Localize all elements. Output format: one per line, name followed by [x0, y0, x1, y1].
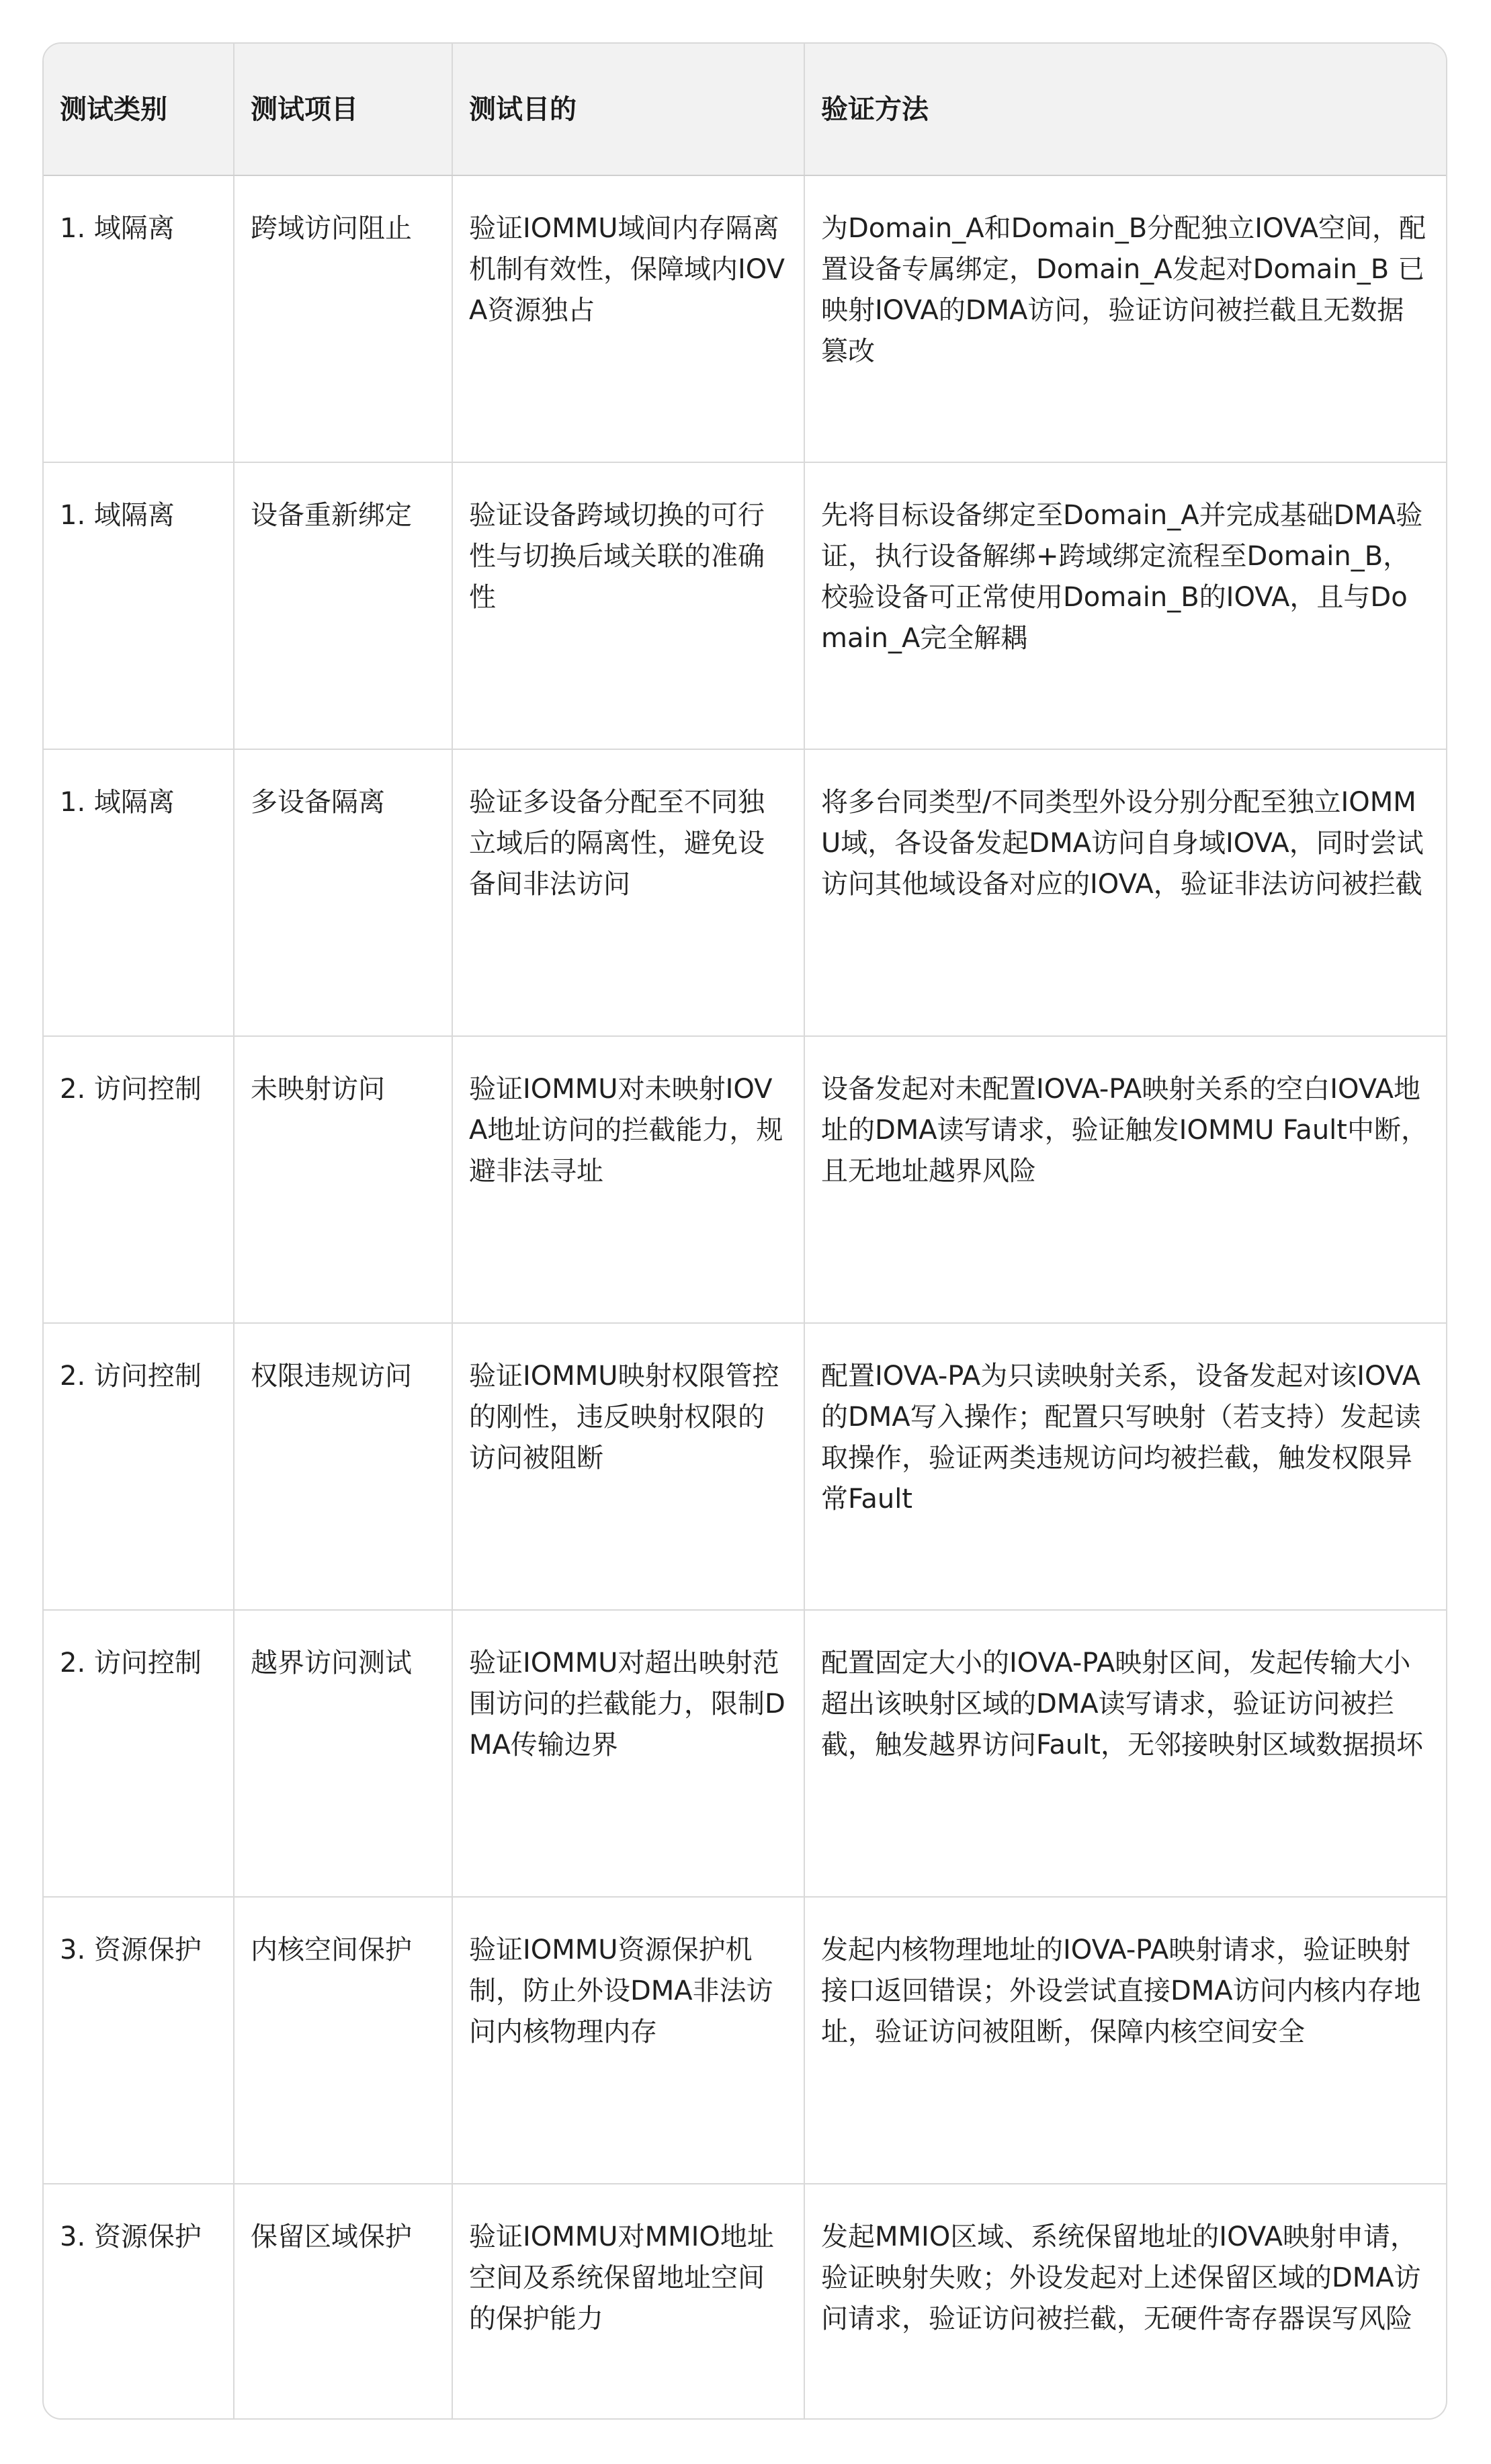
header-purpose: 测试目的 — [452, 44, 804, 175]
cell-category: 2. 访问控制 — [44, 1323, 234, 1610]
cell-item: 越界访问测试 — [234, 1610, 452, 1897]
test-table-container — [42, 42, 1447, 2420]
cell-category: 3. 资源保护 — [44, 1897, 234, 2184]
cell-category: 3. 资源保护 — [44, 2184, 234, 2420]
cell-purpose: 验证IOMMU对MMIO地址空间及系统保留地址空间的保护能力 — [452, 2184, 804, 2420]
cell-purpose: 验证IOMMU资源保护机制，防止外设DMA非法访问内核物理内存 — [452, 1897, 804, 2184]
header-item: 测试项目 — [234, 44, 452, 175]
cell-purpose: 验证IOMMU对超出映射范围访问的拦截能力，限制DMA传输边界 — [452, 1610, 804, 1897]
cell-item: 跨域访问阻止 — [234, 175, 452, 462]
cell-item: 内核空间保护 — [234, 1897, 452, 2184]
table-row — [44, 749, 1446, 1036]
cell-item: 设备重新绑定 — [234, 462, 452, 749]
cell-method: 配置IOVA-PA为只读映射关系，设备发起对该IOVA的DMA写入操作；配置只写映射（若支持）发起读取操作，验证两类违规访问均被拦截，触发权限异常Fault — [804, 1323, 1446, 1610]
table-row — [44, 1897, 1446, 2184]
cell-category: 1. 域隔离 — [44, 462, 234, 749]
cell-purpose: 验证IOMMU域间内存隔离机制有效性，保障域内IOVA资源独占 — [452, 175, 804, 462]
table-row — [44, 2184, 1446, 2420]
header-row — [44, 44, 1446, 175]
table-row — [44, 462, 1446, 749]
cell-purpose: 验证IOMMU映射权限管控的刚性，违反映射权限的访问被阻断 — [452, 1323, 804, 1610]
table-row — [44, 1036, 1446, 1323]
cell-method: 配置固定大小的IOVA-PA映射区间，发起传输大小超出该映射区域的DMA读写请求，验证访问被拦截，触发越界访问Fault，无邻接映射区域数据损坏 — [804, 1610, 1446, 1897]
cell-purpose: 验证设备跨域切换的可行性与切换后域关联的准确性 — [452, 462, 804, 749]
cell-purpose: 验证多设备分配至不同独立域后的隔离性，避免设备间非法访问 — [452, 749, 804, 1036]
cell-method: 先将目标设备绑定至Domain_A并完成基础DMA验证，执行设备解绑+跨域绑定流程至Domain_B，校验设备可正常使用Domain_B的IOVA，且与Domain_A完全解耦 — [804, 462, 1446, 749]
header-category: 测试类别 — [44, 44, 234, 175]
header-method: 验证方法 — [804, 44, 1446, 175]
cell-item: 权限违规访问 — [234, 1323, 452, 1610]
table-header — [44, 44, 1446, 175]
table-row — [44, 1610, 1446, 1897]
table-row — [44, 175, 1446, 462]
cell-purpose: 验证IOMMU对未映射IOVA地址访问的拦截能力，规避非法寻址 — [452, 1036, 804, 1323]
cell-method: 设备发起对未配置IOVA-PA映射关系的空白IOVA地址的DMA读写请求，验证触发IOMMU Fault中断，且无地址越界风险 — [804, 1036, 1446, 1323]
test-table — [44, 44, 1446, 2420]
table-row — [44, 1323, 1446, 1610]
cell-item: 未映射访问 — [234, 1036, 452, 1323]
cell-method: 将多台同类型/不同类型外设分别分配至独立IOMMU域，各设备发起DMA访问自身域IOVA，同时尝试访问其他域设备对应的IOVA，验证非法访问被拦截 — [804, 749, 1446, 1036]
cell-item: 保留区域保护 — [234, 2184, 452, 2420]
cell-category: 1. 域隔离 — [44, 749, 234, 1036]
cell-item: 多设备隔离 — [234, 749, 452, 1036]
cell-category: 2. 访问控制 — [44, 1610, 234, 1897]
cell-method: 为Domain_A和Domain_B分配独立IOVA空间，配置设备专属绑定，Domain_A发起对Domain_B 已映射IOVA的DMA访问，验证访问被拦截且无数据篡改 — [804, 175, 1446, 462]
cell-category: 2. 访问控制 — [44, 1036, 234, 1323]
table-body — [44, 175, 1446, 2420]
cell-category: 1. 域隔离 — [44, 175, 234, 462]
cell-method: 发起内核物理地址的IOVA-PA映射请求，验证映射接口返回错误；外设尝试直接DMA访问内核内存地址，验证访问被阻断，保障内核空间安全 — [804, 1897, 1446, 2184]
cell-method: 发起MMIO区域、系统保留地址的IOVA映射申请，验证映射失败；外设发起对上述保留区域的DMA访问请求，验证访问被拦截，无硬件寄存器误写风险 — [821, 2221, 1421, 2334]
